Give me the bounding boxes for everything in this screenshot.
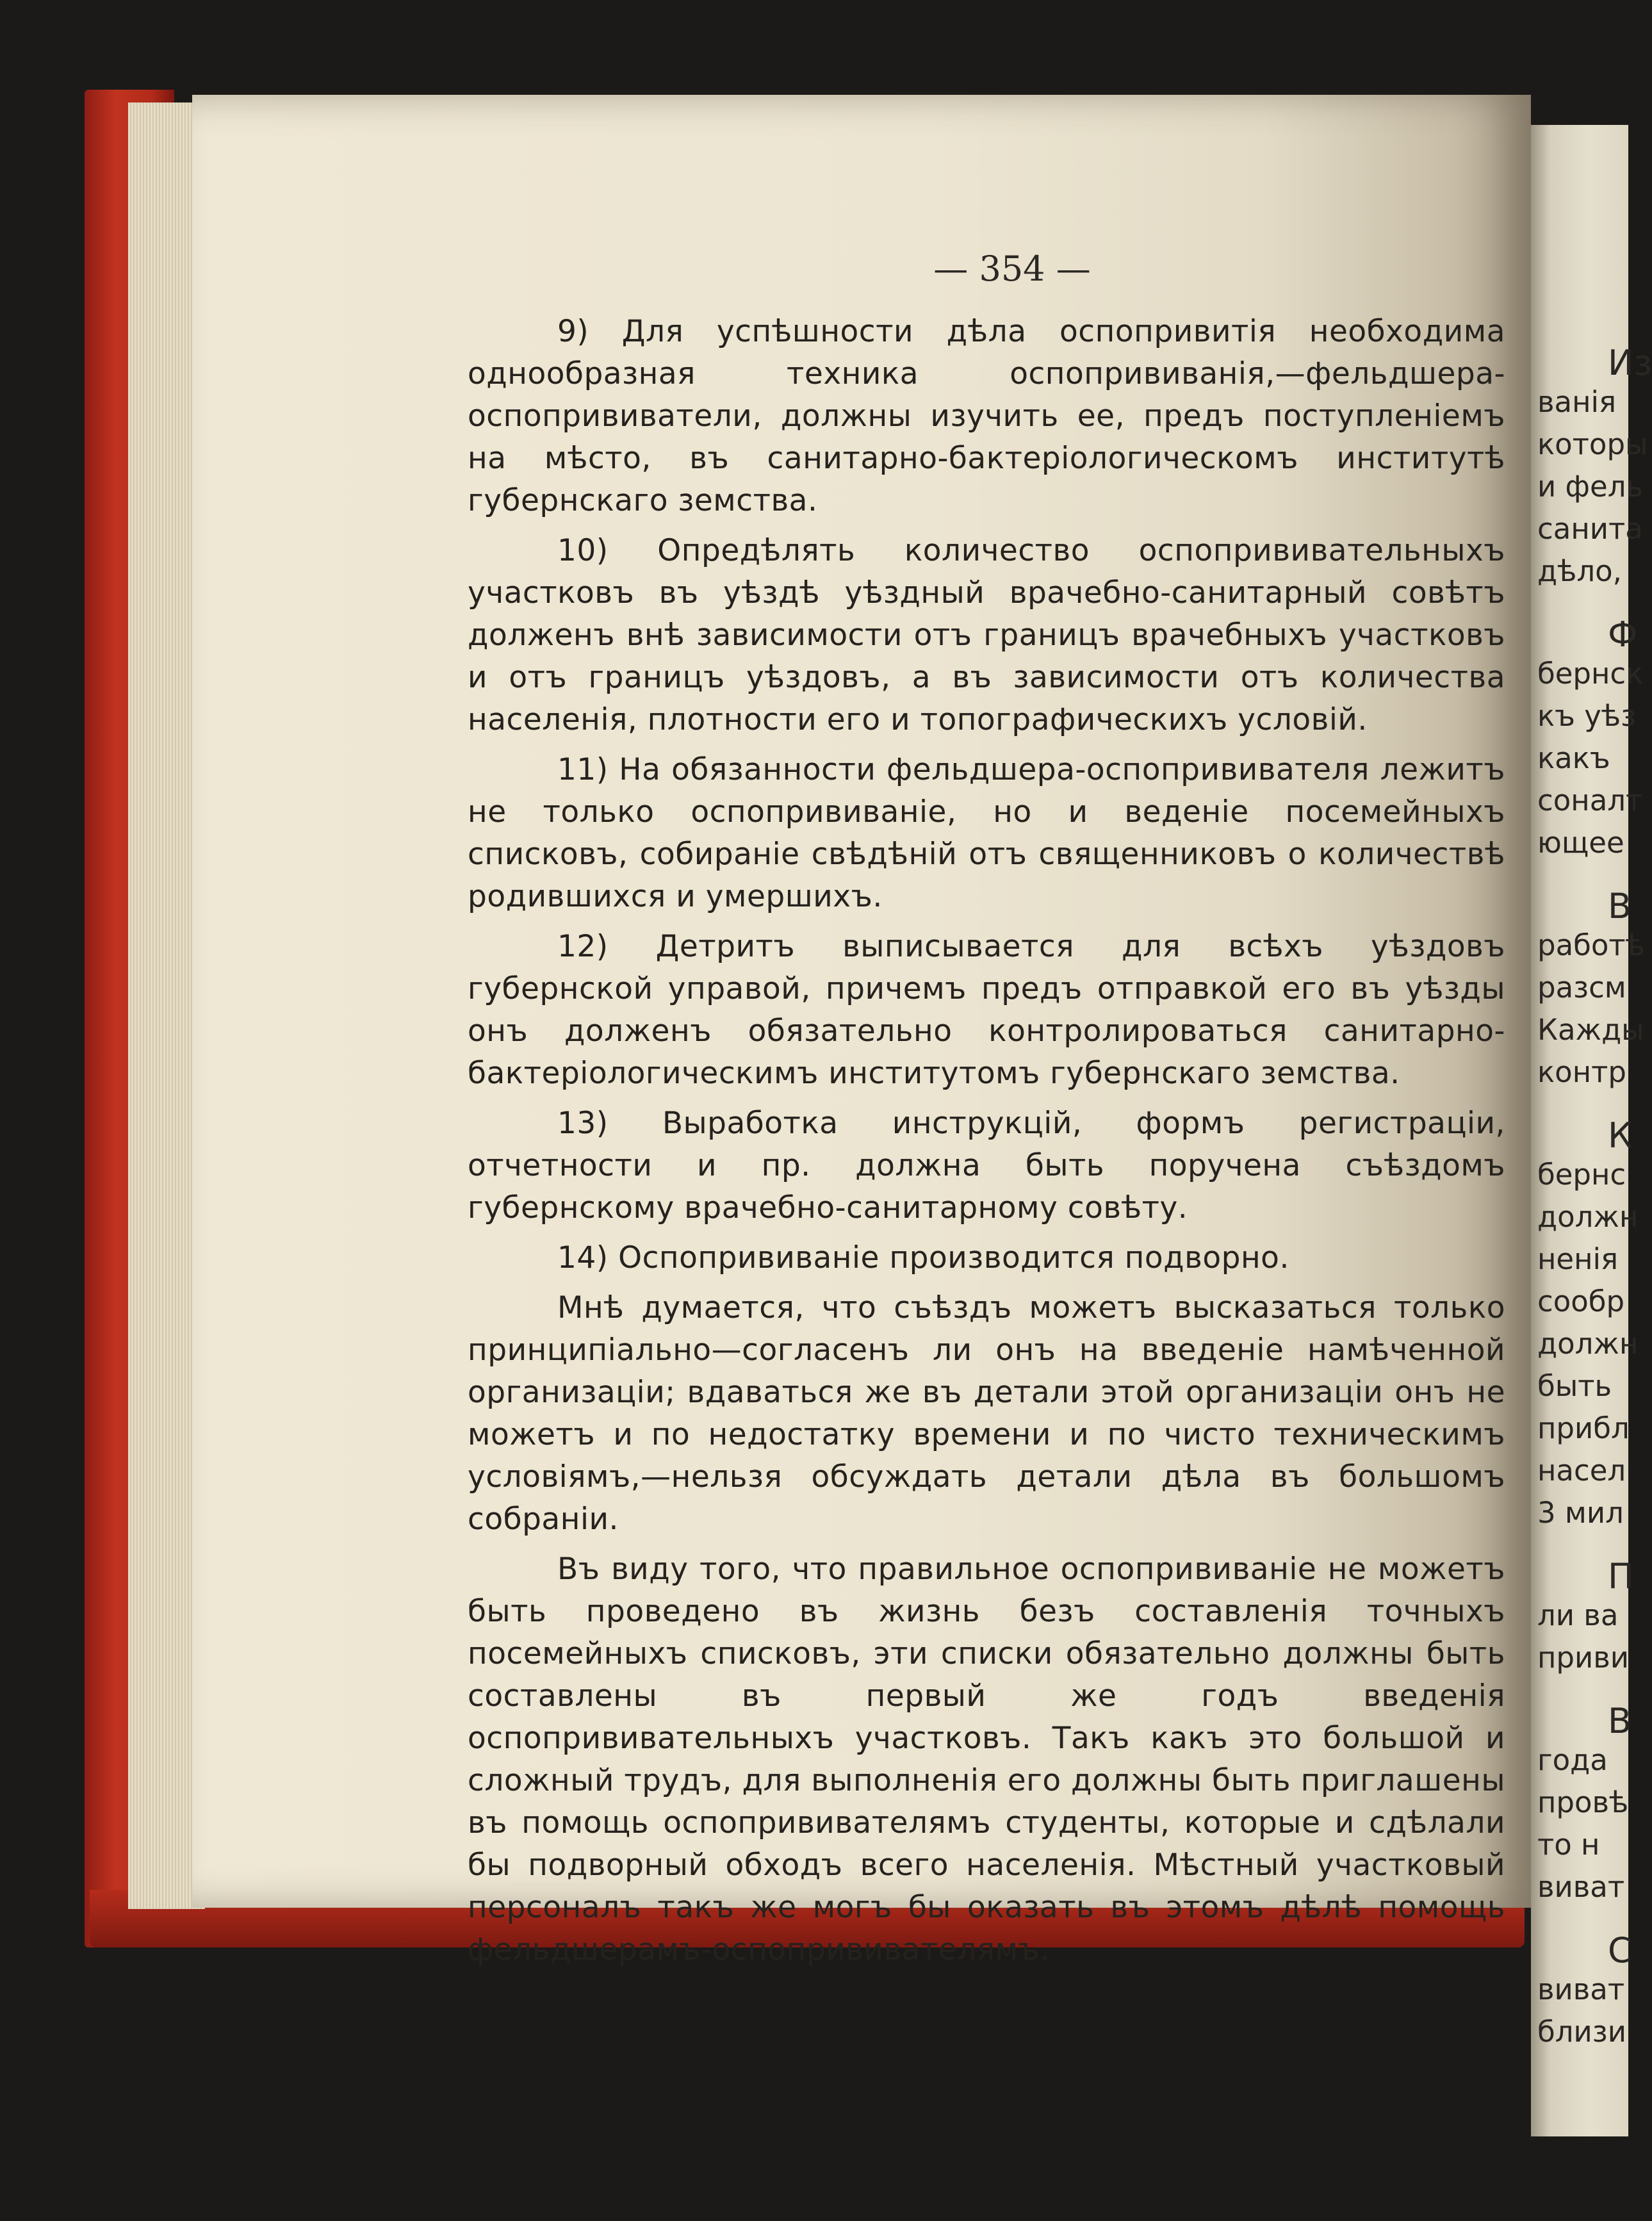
next-page-line: виват [1537, 1870, 1625, 1904]
next-page-line: Из [1608, 343, 1652, 383]
next-page-line: контр [1537, 1055, 1626, 1089]
next-page-line: дѣло, [1537, 554, 1622, 588]
next-page-line: Кажды [1537, 1013, 1644, 1047]
next-page-line: разсм [1537, 971, 1626, 1004]
next-page-line: насел [1537, 1454, 1626, 1487]
next-page-line: должн [1537, 1327, 1639, 1361]
next-page-line: прибл [1537, 1411, 1630, 1445]
paragraph-14: 14) Оспопрививаніе производится подворно. [557, 1240, 1289, 1275]
next-page-line: бернс [1537, 1158, 1626, 1192]
paragraph-10: 10) Опредѣлять количество оспопрививательныхъ участковъ въ уѣздѣ уѣздный врачебно-санитарный совѣтъ долженъ внѣ зависимости отъ границъ врачебныхъ участковъ и отъ границъ уѣздовъ, а въ зависимости отъ количества населенія, плотности его и топографическихъ условій. [468, 533, 1505, 737]
next-page-line: къ уѣз [1537, 699, 1637, 733]
next-page-line: К [1608, 1115, 1633, 1156]
next-page-line: провѣ [1537, 1785, 1629, 1819]
paragraph-9: 9) Для успѣшности дѣла оспопривитія необходима однообразная техника оспопрививанія,—фельдшера-оспопрививатели, должны изучить ее, предъ поступленіемъ на мѣсто, въ санитарно-бактеріологическомъ институтѣ губернскаго земства. [468, 314, 1505, 518]
next-page-line: то н [1537, 1828, 1600, 1862]
next-page-line: и фель [1537, 470, 1643, 504]
next-page-line: какъ [1537, 741, 1610, 775]
next-page-line: В [1608, 1701, 1632, 1741]
paragraph-13: 13) Выработка инструкцій, формъ регистраціи, отчетности и пр. должна быть поручена съѣздомъ губернскому врачебно-санитарному совѣту. [468, 1106, 1505, 1225]
next-page-line: В [1608, 886, 1632, 926]
next-page-line: года [1537, 1743, 1608, 1777]
page-number: — 354 — [933, 249, 1091, 289]
next-page-line: П [1608, 1556, 1634, 1596]
page-text [468, 311, 1505, 1979]
next-page-line: виват [1537, 1972, 1625, 2006]
next-page-line: санита [1537, 512, 1643, 546]
next-page-line: работѣ [1537, 928, 1645, 962]
next-page-line: которы [1537, 427, 1648, 461]
next-page-line: Ф [1608, 614, 1638, 655]
paragraph-12: 12) Детритъ выписывается для всѣхъ уѣздовъ губернской управой, причемъ предъ отправкой его въ уѣзды онъ долженъ обязательно контролироваться санитарно-бактеріологическимъ институтомъ губернскаго земства. [468, 929, 1505, 1091]
next-page-line: бернск [1537, 657, 1644, 691]
next-page-line: должн [1537, 1200, 1639, 1234]
next-page-line: близи [1537, 2015, 1626, 2049]
next-page-line: ненія [1537, 1242, 1619, 1276]
next-page-line: ли ва [1537, 1598, 1619, 1632]
next-page-line: 3 мил [1537, 1496, 1624, 1530]
paragraph-11: 11) На обязанности фельдшера-оспопрививателя лежитъ не только оспопрививаніе, но и веденіе посемейныхъ списковъ, собираніе свѣдѣній отъ священниковъ о количествѣ родившихся и умершихъ. [468, 752, 1505, 914]
next-page-line: соналт [1537, 783, 1643, 817]
next-page-line: ющее [1537, 826, 1624, 860]
next-page-line: ванія [1537, 385, 1617, 419]
paragraph-lists: Въ виду того, что правильное оспопрививаніе не можетъ быть проведено въ жизнь безъ составленія точныхъ посемейныхъ списковъ, эти списки обязательно должны быть составлены въ первый же годъ введенія оспопрививательныхъ участковъ. Такъ какъ это большой и сложный трудъ, для выполненія его должны быть приглашены въ помощь оспопрививателямъ студенты, которые и сдѣлали бы подворный обходъ всего населенія. Мѣстный участковый персоналъ такъ же могъ бы оказать въ этомъ дѣлѣ помощь фельдшерамъ-оспопрививателямъ. [468, 1552, 1505, 1967]
next-page-line: С [1608, 1930, 1632, 1971]
next-page-line: сообр [1537, 1284, 1625, 1318]
next-page-line: быть [1537, 1369, 1612, 1403]
next-page-line: приви [1537, 1641, 1629, 1675]
paragraph-opinion: Мнѣ думается, что съѣздъ можетъ высказаться только принципіально—согласенъ ли онъ на введеніе намѣченной организаціи; вдаваться же въ детали этой организаціи онъ не можетъ и по недостатку времени и по чисто техническимъ условіямъ,—нельзя обсуждать детали дѣла въ большомъ собраніи. [468, 1290, 1505, 1537]
next-page-fragment [1531, 125, 1652, 2136]
